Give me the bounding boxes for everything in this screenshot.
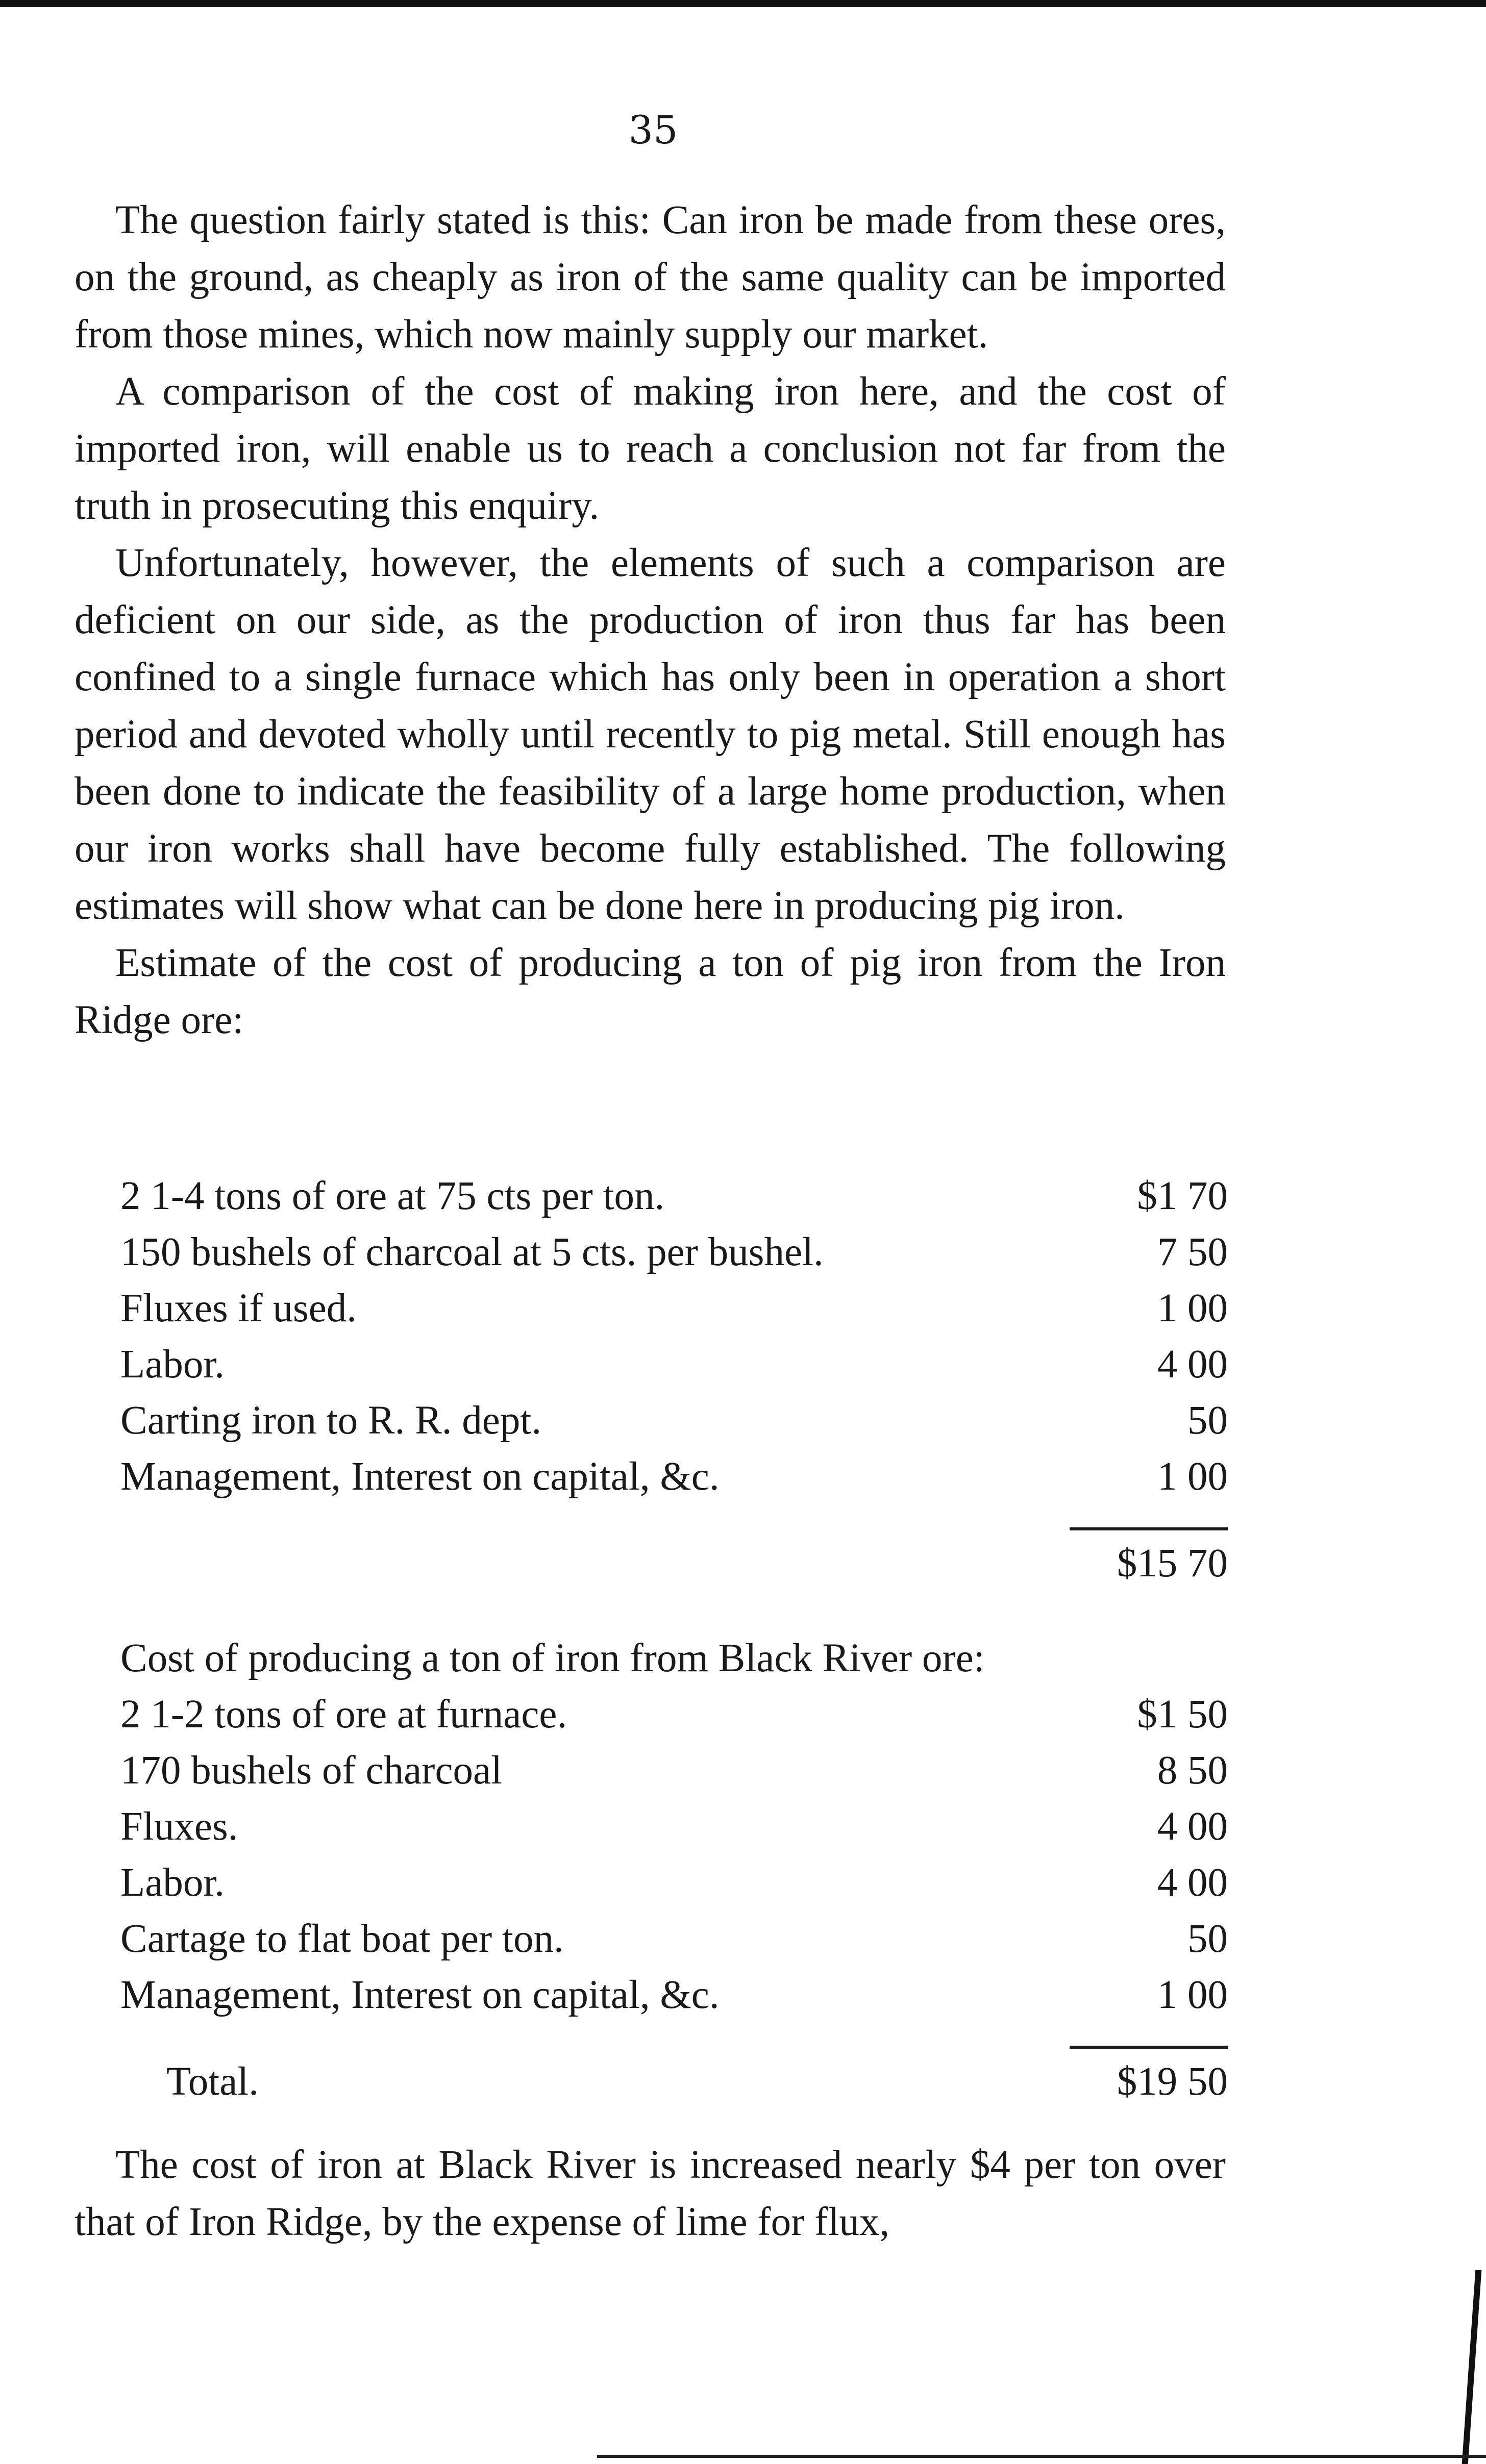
cost-amount: 4 00 <box>1157 1804 1228 1849</box>
cost-row <box>120 1911 1228 1967</box>
paragraph-unfortunately: Unfortunately, however, the elements of such a comparison are deficient on our side, as the production of iron thus far has been confined to a single furnace which has only been in operation a short period and devoted wholly until recently to pig metal. Still enough has been done to indicate the feasibility of a large home production, when our iron works shall have become fully established. The following estimates will show what can be done here in producing pig iron. <box>75 541 1226 928</box>
cost-item: Carting iron to R. R. dept. <box>120 1398 542 1443</box>
cost-item: Cartage to flat boat per ton. <box>120 1917 564 1961</box>
cost-amount: 4 00 <box>1157 1860 1228 1905</box>
black-river-total-row <box>120 2054 1228 2110</box>
cost-item: Management, Interest on capital, &c. <box>120 1454 720 1499</box>
cost-row <box>120 1449 1228 1505</box>
cost-row <box>120 1393 1228 1449</box>
cost-item: 170 bushels of charcoal <box>120 1748 503 1793</box>
cost-amount: 50 <box>1187 1398 1228 1443</box>
cost-item: Labor. <box>120 1342 225 1387</box>
page-edge-mark <box>1462 2270 1482 2464</box>
cost-item: 2 1-2 tons of ore at furnace. <box>120 1692 567 1737</box>
cost-amount: 7 50 <box>1157 1230 1228 1274</box>
cost-row <box>120 1855 1228 1911</box>
cost-item: 2 1-4 tons of ore at 75 cts per ton. <box>120 1174 665 1218</box>
cost-item: Management, Interest on capital, &c. <box>120 1973 720 2017</box>
cost-row <box>120 1687 1228 1743</box>
paragraph-question: The question fairly stated is this: Can iron be made from these ores, on the ground, as cheaply as iron of the same quality can be imported from those mines, which now mainly supply our market. <box>75 198 1226 357</box>
cost-row <box>120 1280 1228 1337</box>
cost-amount: 1 00 <box>1157 1454 1228 1499</box>
total-amount: $15 70 <box>1117 1541 1228 1586</box>
cost-row <box>120 1743 1228 1799</box>
cost-amount: 1 00 <box>1157 1973 1228 2017</box>
cost-item: Fluxes if used. <box>120 1286 357 1330</box>
black-river-cost-table <box>120 1630 1228 2110</box>
cost-amount: 1 00 <box>1157 1286 1228 1330</box>
page-number: 35 <box>628 107 678 153</box>
total-rule <box>1070 2046 1228 2049</box>
iron-ridge-cost-table <box>120 1168 1228 1592</box>
paragraph-comparison: A comparison of the cost of making iron here, and the cost of imported iron, will enable us to reach a conclusion not far from the truth in prosecuting this enquiry. <box>75 369 1226 528</box>
paragraph-closing: The cost of iron at Black River is increased nearly $4 per ton over that of Iron Ridge, by the expense of lime for flux, <box>75 2143 1226 2244</box>
iron-ridge-total-row <box>120 1536 1228 1592</box>
body-text <box>75 192 1226 1049</box>
cost-row <box>120 1337 1228 1393</box>
bottom-edge-rule <box>597 2455 1486 2458</box>
cost-amount: $1 50 <box>1137 1692 1228 1737</box>
cost-row <box>120 1168 1228 1224</box>
total-label: Total. <box>166 2059 259 2104</box>
cost-amount: 4 00 <box>1157 1342 1228 1387</box>
cost-amount: 50 <box>1187 1917 1228 1961</box>
cost-amount: 8 50 <box>1157 1748 1228 1793</box>
paragraph-estimate-intro: Estimate of the cost of producing a ton of pig iron from the Iron Ridge ore: <box>75 941 1226 1042</box>
top-edge-rule <box>0 0 1486 7</box>
black-river-heading: Cost of producing a ton of iron from Black River ore: <box>120 1636 985 1680</box>
cost-row <box>120 1799 1228 1855</box>
closing-text <box>75 2136 1226 2251</box>
cost-item: Labor. <box>120 1860 225 1905</box>
cost-row <box>120 1967 1228 2023</box>
total-rule <box>1070 1527 1228 1530</box>
total-amount: $19 50 <box>1117 2059 1228 2104</box>
cost-item: Fluxes. <box>120 1804 238 1849</box>
cost-amount: $1 70 <box>1137 1174 1228 1218</box>
cost-item: 150 bushels of charcoal at 5 cts. per bushel. <box>120 1230 824 1274</box>
cost-row <box>120 1224 1228 1280</box>
